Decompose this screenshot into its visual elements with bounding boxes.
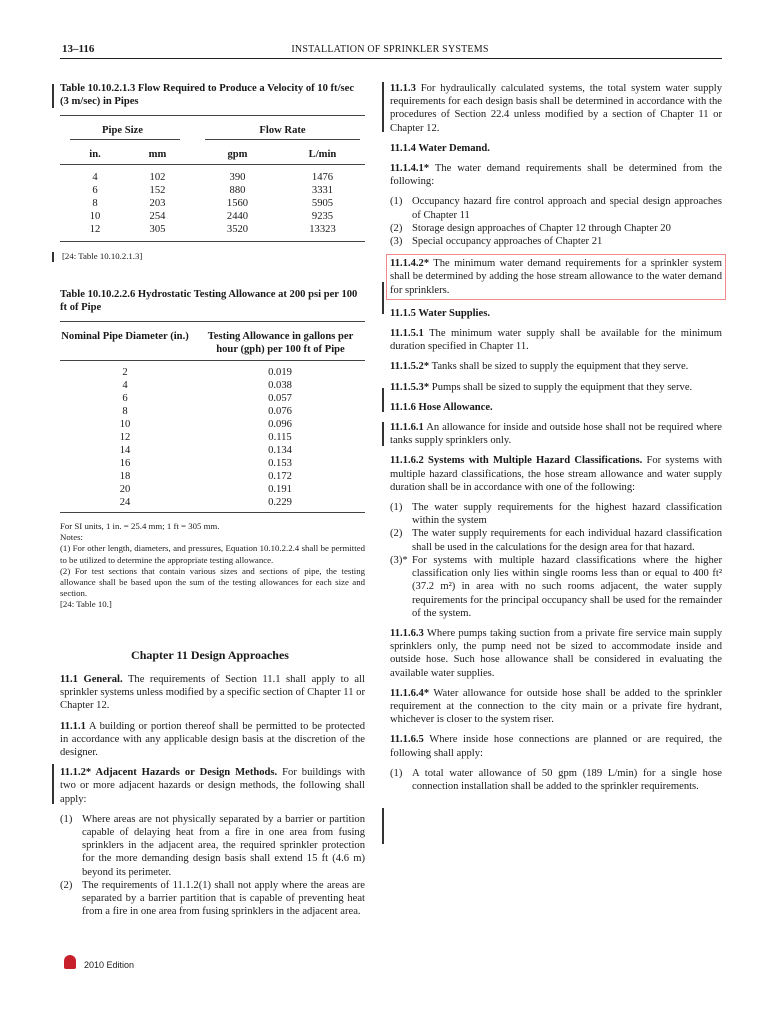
nfpa-logo-icon [64,955,76,969]
section-11-1-5-2: 11.1.5.2* Tanks shall be sized to supply the equipment that they serve. [390,361,689,373]
table2-notes-label: Notes: [60,532,83,543]
table1-col-gpm: gpm [227,149,248,160]
change-bar [382,422,384,446]
table2-diameter-cell: 16 [119,458,131,469]
running-header-title: INSTALLATION OF SPRINKLER SYSTEMS [291,44,489,55]
table2-source: [24: Table 10.] [60,599,112,610]
list-item: (2) The water supply requirements for each individual hazard classification shall be used in the calculations for the design area for that hazard. [390,528,722,553]
change-bar [382,388,384,412]
section-11-1-6-5: 11.1.6.5 Where inside hose connections are planned or are required, the following shall apply: [390,734,722,759]
table2-diameter-cell: 10 [119,419,131,430]
table2-bottom-rule [60,512,365,513]
table1-cell: 203 [149,198,166,209]
table1-title: Table 10.10.2.1.3 Flow Required to Produce a Velocity of 10 ft/sec (3 m/sec) in Pipes [60,83,355,108]
list-item: (1) Where areas are not physically separated by a barrier or partition capable of delaying heat from a fire in one area from fusing sprinklers in the adjacent area, the required sprinkler protection for the more demanding design basis shall extend 15 ft (4.6 m) beyond its perimeter. [60,813,365,878]
table2-col-diameter: Nominal Pipe Diameter (in.) [61,331,189,342]
list-item: (1) Occupancy hazard fire control approach and special design approaches of Chapter 11 [390,196,722,221]
change-bar [52,764,54,804]
table1-cell: 9235 [311,211,334,222]
table1-group-flow: Flow Rate [259,125,306,136]
table2-allowance-cell: 0.191 [268,484,292,495]
table2-diameter-cell: 8 [122,406,128,417]
list-item: (3)* For systems with multiple hazard classifications where the higher classification only lies within single rooms less than or equal to 400 ft² (37.2 m²) in area with no such rooms adjacent, the water supply requirements for the principal occupancy shall be used for the remainder of the system. [390,554,722,619]
table1-col-mm: mm [148,149,167,160]
list-item: (3) Special occupancy approaches of Chapter 21 [390,236,603,248]
section-11-1-3: 11.1.3 For hydraulically calculated systems, the total system water supply requirements for each design basis shall be determined in accordance with the procedures of Section 22.4 unless modified by a section of Chapter 11 or Chapter 12. [390,83,722,134]
table1-cell: 3520 [226,224,249,235]
chapter-heading: Chapter 11 Design Approaches [131,648,289,662]
table2-note-si: For SI units, 1 in. = 25.4 mm; 1 ft = 305 mm. [60,521,220,531]
section-11-1-4-heading: 11.1.4 Water Demand. [390,142,490,154]
header-rule [60,58,722,59]
table2-allowance-cell: 0.019 [268,367,292,378]
table1-cell: 390 [229,172,246,183]
table2-diameter-cell: 18 [119,471,131,482]
table2-col-allowance: Testing Allowance in gallons per hour (gph) per 100 ft of Pipe [207,331,354,356]
table2-head-rule [60,360,365,361]
table2-diameter-cell: 20 [119,484,131,495]
list-item: (1) A total water allowance of 50 gpm (189 L/min) for a single hose connection installation shall be added to the sprinkler requirements. [390,767,722,792]
table2-allowance-cell: 0.057 [268,393,292,404]
change-bar [382,808,384,844]
table2-allowance-cell: 0.115 [268,432,292,443]
table1-cell: 13323 [309,224,336,235]
table1-col-in: in. [89,149,101,160]
section-11-1-1: 11.1.1 A building or portion thereof shall be permitted to be protected in accordance with any applicable design basis at the discretion of the designer. [60,720,365,759]
table1-cell: 12 [89,224,101,235]
list-item: (2) The requirements of 11.1.2(1) shall not apply where the areas are separated by a barrier partition that is capable of preventing heat from a fire in one area from fusing sprinklers in the adjacent area. [60,879,365,918]
table1-cell: 5905 [311,198,334,209]
change-bar [382,282,384,314]
table1-source: [24: Table 10.10.2.1.3] [62,251,143,261]
table1-col-lmin: L/min [308,149,337,160]
table1-cell: 2440 [226,211,249,222]
table2-allowance-cell: 0.038 [268,380,292,391]
section-11-1-6-1: 11.1.6.1 An allowance for inside and outside hose shall not be required where tanks supply sprinklers only. [390,422,722,447]
table2-note-2: (2) For test sections that contain various sizes and sections of pipe, the testing allowance shall be based upon the sum of the testing allowances for each size and section. [60,565,365,599]
table1-top-rule [60,115,365,116]
section-11-1-6-heading: 11.1.6 Hose Allowance. [390,401,493,413]
table2-allowance-cell: 0.229 [268,497,292,508]
table2-allowance-cell: 0.153 [268,458,292,469]
table1-group-pipe: Pipe Size [102,125,143,136]
section-11-1-6-2: 11.1.6.2 Systems with Multiple Hazard Classifications. For systems with multiple hazard classifications, the hose stream allowance and water supply duration shall be in accordance with one of the following: [390,455,722,493]
change-bar [52,252,54,262]
section-11-1-6-4: 11.1.6.4* Water allowance for outside hose shall be added to the sprinkler requirement at the connection to the city main or a private fire hydrant, whichever is closer to the system riser. [390,687,722,726]
section-11-1-4-1: 11.1.4.1* The water demand requirements shall be determined from the following: [390,163,722,188]
table1-cell: 305 [149,224,166,235]
table1-group-rule [70,139,180,140]
table1-head-rule [60,164,365,165]
list-item: (1) The water supply requirements for the highest hazard classification within the system [390,502,722,527]
table2-diameter-cell: 12 [119,432,131,443]
table2-diameter-cell: 6 [122,393,128,404]
edition-footer: 2010 Edition [84,960,135,970]
table1-cell: 8 [92,198,98,209]
table1-cell: 10 [89,211,101,222]
section-11-1-2: 11.1.2* Adjacent Hazards or Design Methods. For buildings with two or more adjacent hazards or design methods, the following shall apply: [60,767,366,805]
page-number: 13–116 [62,43,95,55]
table2-allowance-cell: 0.096 [268,419,292,430]
table2-top-rule [60,321,365,322]
table1-group-rule [205,139,360,140]
list-item: (2) Storage design approaches of Chapter 12 through Chapter 20 [390,222,671,234]
left-column-text [60,673,365,918]
table1-cell: 152 [149,185,166,196]
table2-diameter-cell: 4 [122,380,128,391]
right-column-text [390,82,722,793]
section-11-1-5-1: 11.1.5.1 The minimum water supply shall be available for the minimum duration specified in Chapter 11. [390,328,722,353]
change-bar [382,82,384,132]
table1-cell: 1560 [226,198,249,209]
table2-allowance-cell: 0.076 [268,406,292,417]
table2-allowance-cell: 0.134 [268,445,292,456]
section-11-1-5-3: 11.1.5.3* Pumps shall be sized to supply the equipment that they serve. [390,381,693,393]
table1-cell: 880 [229,185,246,196]
table1-bottom-rule [60,241,365,242]
table1-cell: 1476 [311,172,334,183]
table2-title: Table 10.10.2.2.6 Hydrostatic Testing Allowance at 200 psi per 100 ft of Pipe [60,289,358,314]
table2-notes [60,521,365,611]
table1-cell: 3331 [311,185,334,196]
section-11-1-4-2-highlighted: 11.1.4.2* The minimum water demand requirements for a sprinkler system shall be determined by adding the hose stream allowance to the water demand for sprinklers. [386,254,726,300]
table2-diameter-cell: 14 [119,445,131,456]
section-11-1-6-3: 11.1.6.3 Where pumps taking suction from a private fire service main supply sprinklers only, the pump need not be sized to accommodate inside and outside hose. Such hose allowance shall be considered in evaluating the available water supplies. [390,627,722,679]
table2-allowance-cell: 0.172 [268,471,292,482]
table1-cell: 102 [149,172,166,183]
table2-note-1: (1) For other length, diameters, and pressures, Equation 10.10.2.2.4 shall be permitted to be utilized to determine the appropriate testing allowance. [60,543,365,565]
section-11-1: 11.1 General. The requirements of Section 11.1 shall apply to all sprinkler systems unless modified by a specific section of Chapter 11 or Chapter 12. [60,674,365,712]
table2-diameter-cell: 2 [122,367,128,378]
table1-cell: 254 [149,211,166,222]
table1-cell: 6 [92,185,98,196]
section-11-1-5-heading: 11.1.5 Water Supplies. [390,307,490,319]
change-bar [52,84,54,108]
table1-cell: 4 [92,172,98,183]
table2-diameter-cell: 24 [119,497,131,508]
